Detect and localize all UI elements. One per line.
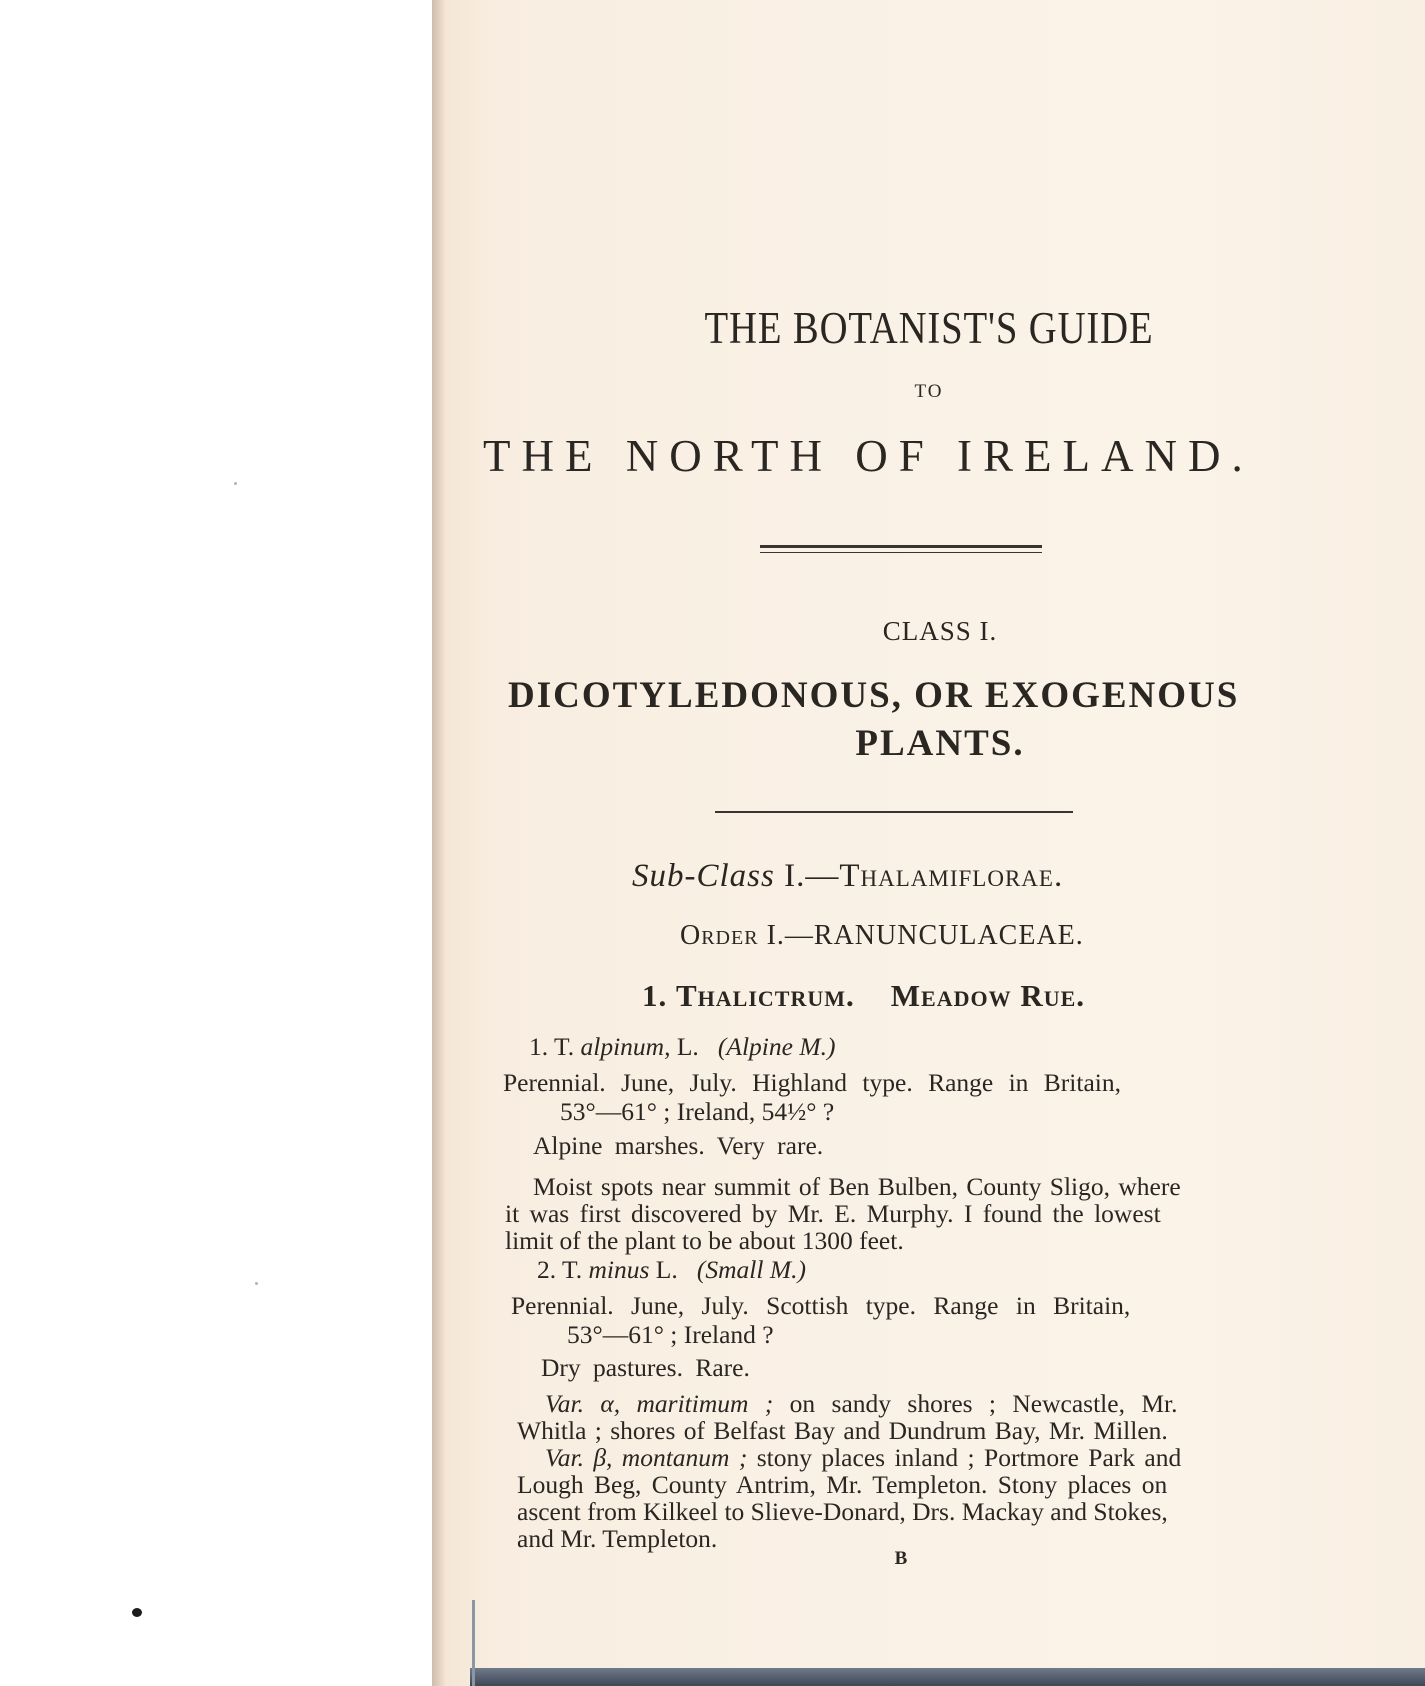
book-cover-edge	[470, 1668, 1425, 1686]
genus-common-name: Meadow Rue.	[890, 978, 1086, 1013]
species-authority: L.	[655, 1255, 678, 1284]
species-notes-line: Moist spots near summit of Ben Bulben, County Sligo, where	[533, 1172, 1181, 1201]
species-heading	[537, 1255, 806, 1285]
variety-line: ascent from Kilkeel to Slieve-Donard, Drs. Mackay and Stokes,	[517, 1497, 1168, 1526]
section-rule	[715, 811, 1073, 813]
class-title-line1: DICOTYLEDONOUS, OR EXOGENOUS	[508, 675, 1240, 716]
variety-line: Lough Beg, County Antrim, Mr. Templeton. Stony places on	[517, 1470, 1168, 1499]
book-title-connector: TO	[914, 381, 944, 402]
variety-label: Var. β, montanum ;	[545, 1443, 748, 1472]
species-range-line: Perennial. June, July. Highland type. Range in Britain,	[503, 1068, 1121, 1097]
book-title-line2: THE NORTH OF IRELAND.	[483, 431, 1254, 481]
paper-speck	[234, 482, 237, 485]
title-rule-thin	[760, 552, 1042, 553]
paper-speck	[255, 1282, 258, 1285]
variety-line	[545, 1389, 1177, 1419]
species-habitat: Alpine marshes. Very rare.	[533, 1131, 824, 1160]
species-habitat: Dry pastures. Rare.	[541, 1353, 750, 1382]
order-name: RANUNCULACEAE.	[813, 920, 1084, 951]
genus-name: Thalictrum.	[676, 978, 855, 1013]
book-title-line1: THE BOTANIST'S GUIDE	[704, 303, 1154, 353]
page-signature: B	[894, 1548, 908, 1569]
variety-line: and Mr. Templeton.	[517, 1524, 718, 1553]
species-number: 2. T.	[537, 1255, 583, 1284]
species-range-line: 53°—61° ; Ireland ?	[567, 1320, 774, 1349]
blank-facing-page	[0, 0, 432, 1686]
subclass-name: Thalamiflorae.	[839, 858, 1064, 894]
variety-line: Whitla ; shores of Belfast Bay and Dundrum Bay, Mr. Millen.	[517, 1416, 1168, 1445]
variety-text: on sandy shores ; Newcastle, Mr.	[789, 1389, 1178, 1418]
subclass-heading	[632, 858, 1063, 895]
species-epithet: minus	[588, 1255, 650, 1284]
order-number: I.—	[766, 920, 814, 951]
class-title-line2: PLANTS.	[855, 723, 1025, 764]
species-heading	[529, 1032, 835, 1062]
order-heading	[680, 920, 1084, 952]
variety-line	[545, 1443, 1181, 1473]
ink-speck	[132, 1608, 142, 1617]
species-common-name: (Alpine M.)	[717, 1032, 836, 1061]
class-label: CLASS I.	[882, 616, 998, 646]
species-range-line: Perennial. June, July. Scottish type. Range in Britain,	[511, 1291, 1131, 1320]
variety-text: stony places inland ; Portmore Park and	[756, 1443, 1182, 1472]
order-prefix: Order	[680, 920, 759, 951]
species-common-name: (Small M.)	[696, 1255, 806, 1284]
species-epithet: alpinum,	[580, 1032, 671, 1061]
genus-number: 1.	[642, 978, 668, 1013]
genus-heading	[642, 978, 1085, 1014]
variety-label: Var. α, maritimum ;	[545, 1389, 774, 1418]
species-notes-line: it was first discovered by Mr. E. Murphy. I found the lowest	[505, 1199, 1161, 1228]
title-rule-thick	[760, 545, 1042, 548]
subclass-prefix: Sub-Class	[632, 858, 775, 894]
species-number: 1. T.	[529, 1032, 575, 1061]
page-edge-line	[472, 1600, 475, 1686]
species-authority: L.	[676, 1032, 699, 1061]
species-range-line: 53°—61° ; Ireland, 54½° ?	[560, 1097, 835, 1126]
species-notes-line: limit of the plant to be about 1300 feet.	[505, 1226, 904, 1255]
gutter-shadow	[432, 0, 446, 1686]
subclass-number: I.—	[784, 858, 840, 894]
